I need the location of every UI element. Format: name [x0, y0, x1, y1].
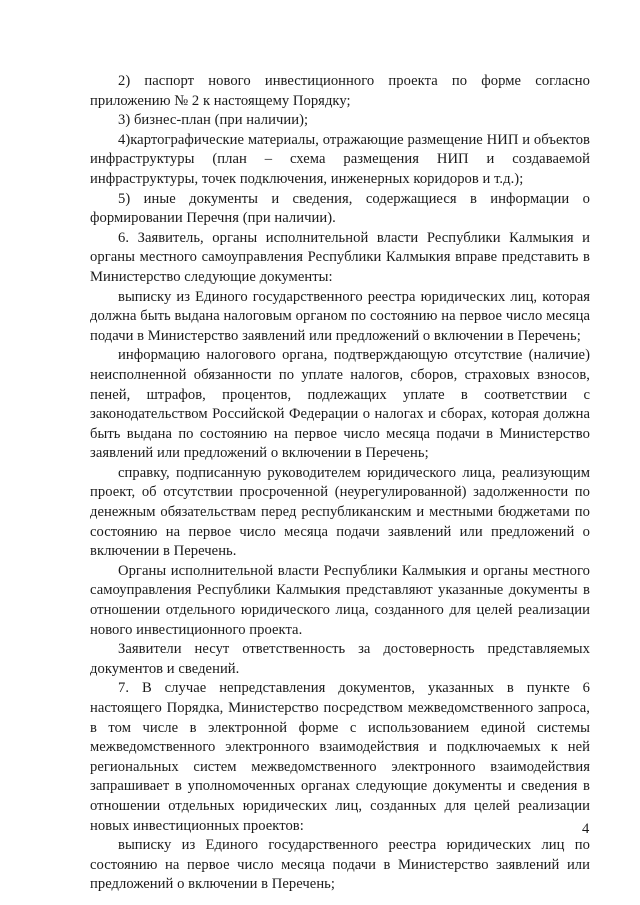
paragraph-tax-information: информацию налогового органа, подтверждающую отсутствие (наличие) неисполненной обязанности по уплате налогов, сборов, страховых взносов, пеней, штрафов, процентов, подлежащих уплате в соответствии с законодательством Российской Федерации о налогах и сборах, которая должна быть выдана по состоянию на первое число месяца подачи в Министерство заявлений или предложений о включении в Перечень;: [90, 347, 590, 462]
paragraph-item-6: 6. Заявитель, органы исполнительной власти Республики Калмыкия и органы местного самоуправления Республики Калмыкия вправе представить в Министерство следующие документы:: [90, 229, 590, 285]
paragraph-item-7: 7. В случае непредставления документов, указанных в пункте 6 настоящего Порядка, Министерство посредством межведомственного запроса, в том числе в электронной форме с использованием единой системы межведомственного электронного взаимодействия и подключаемых к ней региональных систем межведомственного электронного взаимодействия запрашивает в уполномоченных органах следующие документы и сведения в отношении отдельных юридических лиц, созданных для целей реализации новых инвестиционных проектов:: [90, 680, 590, 834]
paragraph-cartographic-materials: 4)картографические материалы, отражающие размещение НИП и объектов инфраструктуры (план – схема размещения НИП и создаваемой инфраструктуры, точек подключения, инженерных коридоров и т.д.);: [90, 131, 590, 187]
paragraph-passport: 2) паспорт нового инвестиционного проекта по форме согласно приложению № 2 к настоящему Порядку;: [90, 73, 590, 109]
paragraph-business-plan: 3) бизнес-план (при наличии);: [118, 112, 309, 129]
paragraph-registry-extract: выписку из Единого государственного реестра юридических лиц, которая должна быть выдана налоговым органом по состоянию на первое число месяца подачи в Министерство заявлений или предложений о включении в Перечень;: [90, 288, 590, 344]
paragraph-debt-certificate: справку, подписанную руководителем юридического лица, реализующим проект, об отсутствии просроченной (неурегулированной) задолженности по денежным обязательствам перед республиканским и местными бюджетами по состоянию на первое число месяца подачи заявлений или предложений о включении в Перечень.: [90, 464, 590, 560]
paragraph-other-documents: 5) иные документы и сведения, содержащиеся в информации о формировании Перечня (при наличии).: [90, 190, 590, 227]
paragraph-applicant-responsibility: Заявители несут ответственность за достоверность представляемых документов и сведений.: [90, 641, 590, 677]
paragraph-authorities-submit: Органы исполнительной власти Республики Калмыкия и органы местного самоуправления Республики Калмыкия представляют указанные документы в отношении отдельного юридического лица, созданного для целей реализации нового инвестиционного проекта.: [90, 562, 590, 638]
document-body: [90, 72, 590, 895]
paragraph-registry-extract-request: выписку из Единого государственного реестра юридических лиц по состоянию на первое число месяца подачи в Министерство заявлений или предложений о включении в Перечень;: [90, 837, 590, 893]
page-number: 4: [582, 821, 590, 837]
